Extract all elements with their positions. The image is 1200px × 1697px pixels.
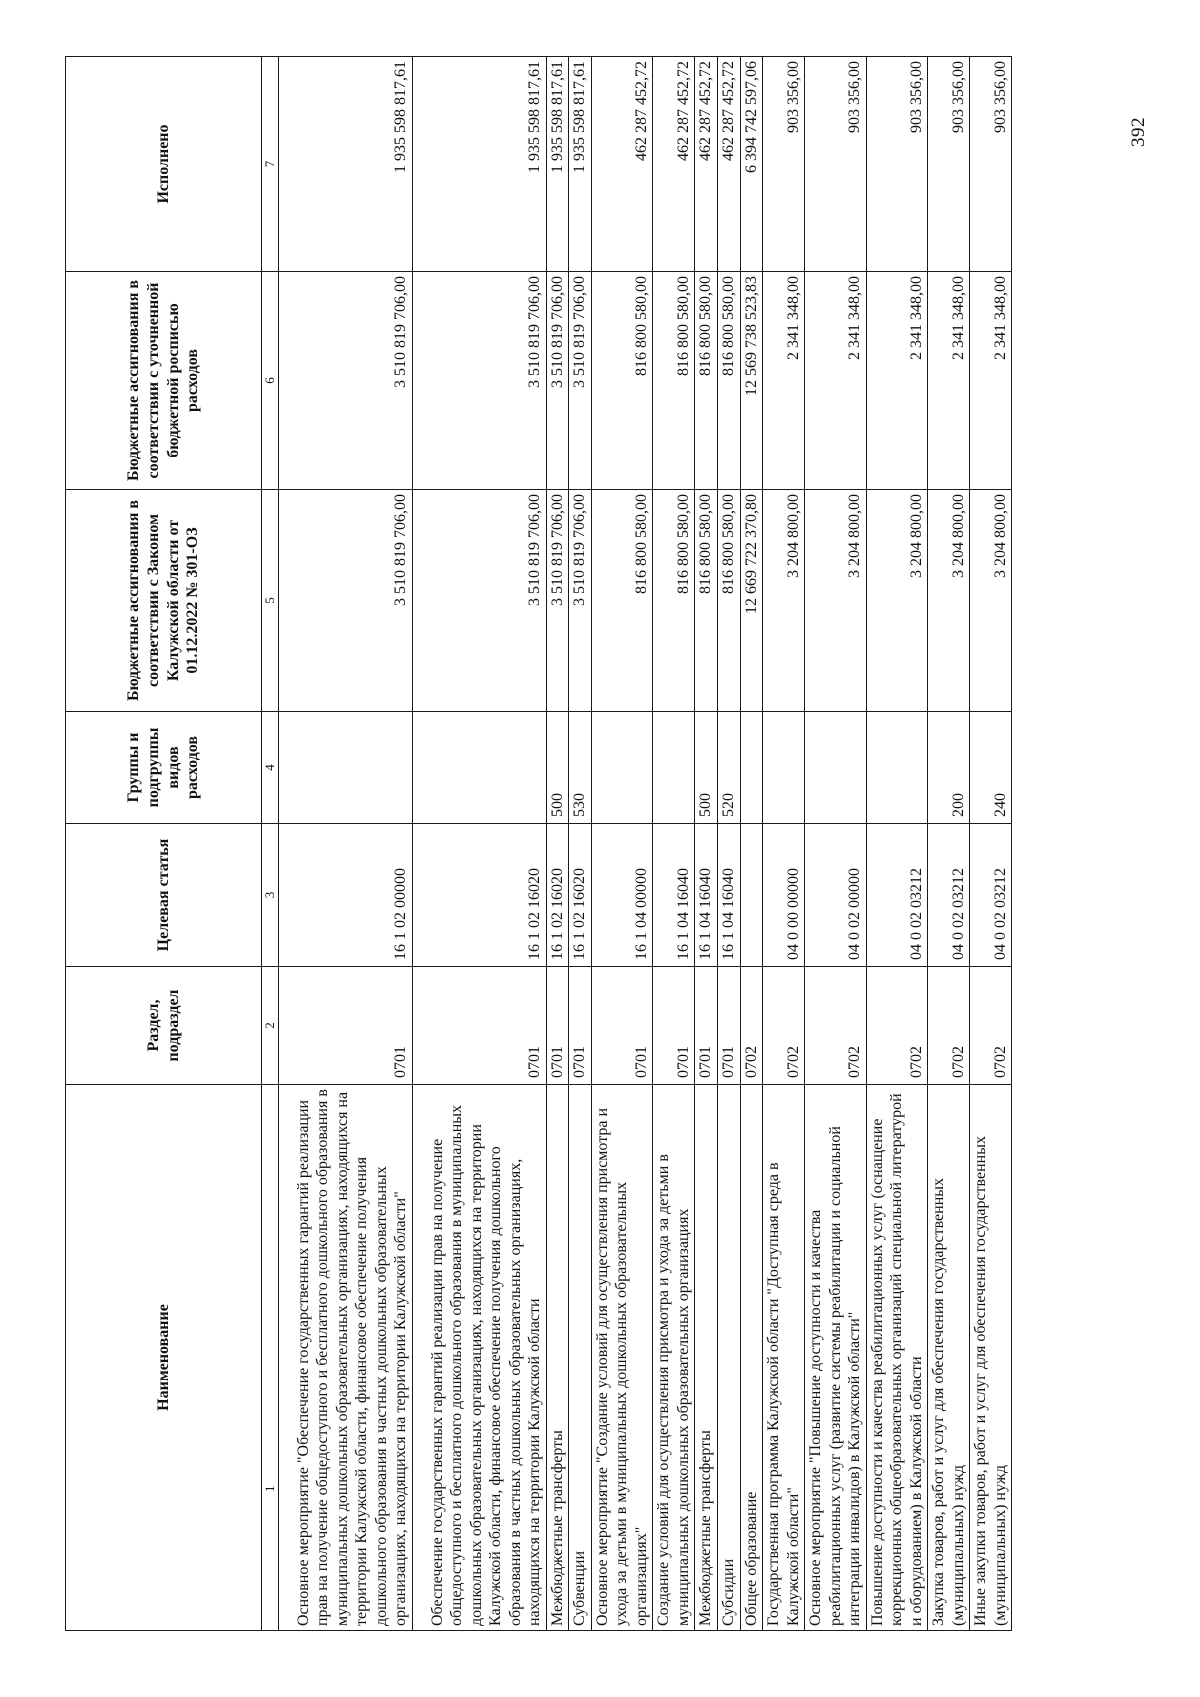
row-target [740, 824, 763, 967]
row-law: 3 510 819 706,00 [412, 490, 546, 712]
table-row [717, 57, 740, 1631]
column-number: 3 [262, 824, 279, 967]
header-law: Бюджетные ассигнования в соответствии с Законом Калужской области от 01.12.2022 № 301-ОЗ [66, 490, 262, 712]
table-row [928, 57, 970, 1631]
row-refined: 3 510 819 706,00 [412, 272, 546, 490]
row-executed: 462 287 452,72 [717, 57, 740, 272]
row-target: 16 1 02 16020 [569, 824, 592, 967]
column-number: 4 [262, 712, 279, 824]
row-group [866, 712, 928, 824]
row-section: 0702 [928, 967, 970, 1085]
row-section: 0702 [970, 967, 1012, 1085]
row-law: 3 204 800,00 [970, 490, 1012, 712]
header-section: Раздел, подраздел [66, 967, 262, 1085]
page-number: 392 [1128, 117, 1149, 147]
row-refined: 816 800 580,00 [653, 272, 695, 490]
table-row [412, 57, 546, 1631]
header-target: Целевая статья [66, 824, 262, 967]
row-executed: 903 356,00 [970, 57, 1012, 272]
row-section: 0702 [866, 967, 928, 1085]
header-executed: Исполнено [66, 57, 262, 272]
row-section: 0701 [653, 967, 695, 1085]
row-refined: 2 341 348,00 [763, 272, 805, 490]
row-law: 3 204 800,00 [763, 490, 805, 712]
row-name: Межбюджетные трансферты [695, 1085, 718, 1631]
row-name: Субвенции [569, 1085, 592, 1631]
row-group: 520 [717, 712, 740, 824]
column-number: 2 [262, 967, 279, 1085]
budget-table [65, 56, 1012, 1631]
row-target: 04 0 02 03212 [928, 824, 970, 967]
row-section: 0701 [695, 967, 718, 1085]
row-name: Повышение доступности и качества реабилитационных услуг (оснащение коррекционных общеобразовательных организаций специальной литературой и оборудованием) в Калужской области [866, 1085, 928, 1631]
row-executed: 462 287 452,72 [653, 57, 695, 272]
column-number-row [262, 57, 279, 1631]
row-executed: 903 356,00 [866, 57, 928, 272]
row-refined: 816 800 580,00 [717, 272, 740, 490]
row-law: 3 510 819 706,00 [569, 490, 592, 712]
table-row [970, 57, 1012, 1631]
row-refined: 2 341 348,00 [866, 272, 928, 490]
row-refined: 2 341 348,00 [928, 272, 970, 490]
row-group [278, 712, 412, 824]
row-group: 530 [569, 712, 592, 824]
row-section: 0701 [569, 967, 592, 1085]
column-number: 5 [262, 490, 279, 712]
row-group: 500 [546, 712, 569, 824]
row-section: 0702 [740, 967, 763, 1085]
row-law: 3 510 819 706,00 [546, 490, 569, 712]
row-name: Основное мероприятие "Обеспечение государственных гарантий реализации прав на получение общедоступного и бесплатного дошкольного образования в муниципальных дошкольных образовательных организациях, находящихся на территории Калужской области, финансовое обеспечение получения дошкольного образования в частных дошкольных образовательных организациях, находящихся на территории Калужской области" [278, 1085, 412, 1631]
row-refined: 816 800 580,00 [591, 272, 653, 490]
row-law: 816 800 580,00 [717, 490, 740, 712]
row-section: 0702 [763, 967, 805, 1085]
column-number: 1 [262, 1085, 279, 1631]
row-refined: 3 510 819 706,00 [569, 272, 592, 490]
row-refined: 3 510 819 706,00 [546, 272, 569, 490]
row-group [763, 712, 805, 824]
row-law: 816 800 580,00 [695, 490, 718, 712]
row-refined: 3 510 819 706,00 [278, 272, 412, 490]
row-law: 12 669 722 370,80 [740, 490, 763, 712]
row-target: 04 0 02 03212 [970, 824, 1012, 967]
row-section: 0702 [805, 967, 867, 1085]
column-number: 6 [262, 272, 279, 490]
row-group [412, 712, 546, 824]
row-group: 500 [695, 712, 718, 824]
row-name: Создание условий для осуществления присмотра и ухода за детьми в муниципальных дошкольных образовательных организациях [653, 1085, 695, 1631]
row-law: 3 510 819 706,00 [278, 490, 412, 712]
row-section: 0701 [591, 967, 653, 1085]
header-refined: Бюджетные ассигнования в соответствии с уточненной бюджетной росписью расходов [66, 272, 262, 490]
row-name: Основное мероприятие "Создание условий для осуществления присмотра и ухода за детьми в муниципальных дошкольных образовательных организациях" [591, 1085, 653, 1631]
table-row [805, 57, 867, 1631]
column-number: 7 [262, 57, 279, 272]
row-law: 3 204 800,00 [928, 490, 970, 712]
row-executed: 1 935 598 817,61 [546, 57, 569, 272]
row-executed: 903 356,00 [928, 57, 970, 272]
row-name: Иные закупки товаров, работ и услуг для обеспечения государственных (муниципальных) нужд [970, 1085, 1012, 1631]
row-target: 16 1 04 16040 [653, 824, 695, 967]
row-refined: 12 569 738 523,83 [740, 272, 763, 490]
row-target: 16 1 02 16020 [412, 824, 546, 967]
row-name: Государственная программа Калужской области "Доступная среда в Калужской области" [763, 1085, 805, 1631]
row-name: Межбюджетные трансферты [546, 1085, 569, 1631]
row-group [740, 712, 763, 824]
row-name: Закупка товаров, работ и услуг для обеспечения государственных (муниципальных) нужд [928, 1085, 970, 1631]
row-executed: 462 287 452,72 [591, 57, 653, 272]
row-name: Субсидии [717, 1085, 740, 1631]
row-group [591, 712, 653, 824]
row-target: 16 1 04 16040 [695, 824, 718, 967]
row-section: 0701 [278, 967, 412, 1085]
row-group: 240 [970, 712, 1012, 824]
row-executed: 1 935 598 817,61 [412, 57, 546, 272]
table-row [591, 57, 653, 1631]
row-law: 816 800 580,00 [591, 490, 653, 712]
row-refined: 816 800 580,00 [695, 272, 718, 490]
table-row [695, 57, 718, 1631]
row-target: 04 0 02 03212 [866, 824, 928, 967]
row-group [653, 712, 695, 824]
table-row [569, 57, 592, 1631]
row-target: 16 1 04 00000 [591, 824, 653, 967]
row-target: 04 0 00 00000 [763, 824, 805, 967]
row-target: 04 0 02 00000 [805, 824, 867, 967]
row-law: 816 800 580,00 [653, 490, 695, 712]
table-row [740, 57, 763, 1631]
row-executed: 1 935 598 817,61 [569, 57, 592, 272]
row-target: 16 1 04 16040 [717, 824, 740, 967]
row-law: 3 204 800,00 [866, 490, 928, 712]
row-target: 16 1 02 16020 [546, 824, 569, 967]
table-row [546, 57, 569, 1631]
row-section: 0701 [412, 967, 546, 1085]
row-name: Основное мероприятие "Повышение доступности и качества реабилитационных услуг (развитие системы реабилитации и социальной интеграции инвалидов) в Калужской области" [805, 1085, 867, 1631]
table-row [866, 57, 928, 1631]
row-executed: 462 287 452,72 [695, 57, 718, 272]
header-group: Группы и подгруппы видов расходов [66, 712, 262, 824]
header-row [66, 57, 262, 1631]
row-section: 0701 [717, 967, 740, 1085]
row-name: Общее образование [740, 1085, 763, 1631]
row-executed: 903 356,00 [805, 57, 867, 272]
row-refined: 2 341 348,00 [970, 272, 1012, 490]
table-row [763, 57, 805, 1631]
row-executed: 1 935 598 817,61 [278, 57, 412, 272]
table-row [653, 57, 695, 1631]
row-group [805, 712, 867, 824]
row-target: 16 1 02 00000 [278, 824, 412, 967]
table-row [278, 57, 412, 1631]
row-name: Обеспечение государственных гарантий реализации прав на получение общедоступного и бесплатного дошкольного образования в муниципальных дошкольных образовательных организациях, находящихся на территории Калужской области, финансовое обеспечение получения дошкольного образования в частных дошкольных образовательных организациях, находящихся на территории Калужской области [412, 1085, 546, 1631]
row-executed: 6 394 742 597,06 [740, 57, 763, 272]
row-refined: 2 341 348,00 [805, 272, 867, 490]
header-name: Наименование [66, 1085, 262, 1631]
row-law: 3 204 800,00 [805, 490, 867, 712]
row-executed: 903 356,00 [763, 57, 805, 272]
row-section: 0701 [546, 967, 569, 1085]
row-group: 200 [928, 712, 970, 824]
